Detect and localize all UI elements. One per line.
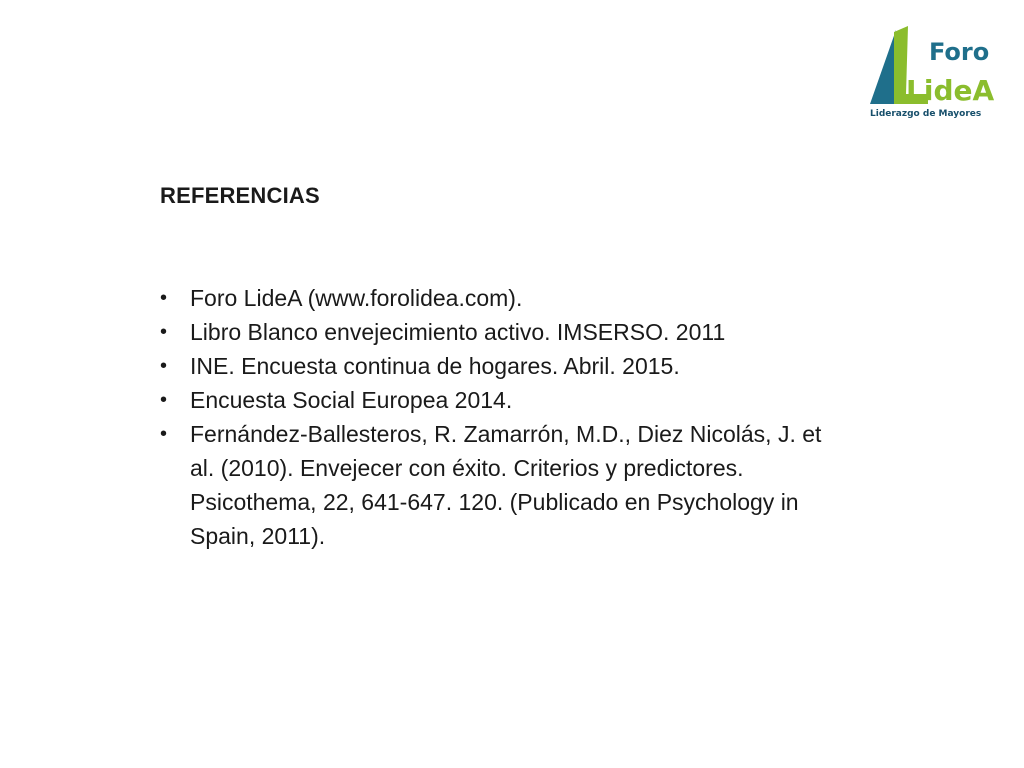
reference-text: INE. Encuesta continua de hogares. Abril. 2015. (190, 353, 680, 379)
slide-title: REFERENCIAS (160, 183, 320, 208)
references-list (160, 281, 850, 553)
reference-text: Foro LideA (www.forolidea.com). (190, 285, 523, 311)
foro-lidea-logo (866, 22, 995, 122)
reference-item (160, 315, 850, 349)
bullet-icon: • (160, 423, 168, 445)
logo-graphic (866, 22, 995, 122)
bullet-icon: • (160, 287, 168, 309)
logo-tagline: Liderazgo de Mayores (870, 109, 982, 119)
logo-word-top: Foro (929, 38, 990, 66)
reference-item (160, 349, 850, 383)
reference-item (160, 417, 850, 553)
reference-text: Encuesta Social Europea 2014. (190, 387, 513, 413)
reference-item (160, 383, 850, 417)
logo-sail-shape (870, 30, 896, 104)
bullet-icon: • (160, 389, 168, 411)
reference-text: Libro Blanco envejecimiento activo. IMSERSO. 2011 (190, 319, 726, 345)
bullet-icon: • (160, 355, 168, 377)
bullet-icon: • (160, 321, 168, 343)
logo-word-main: LideA (906, 74, 995, 107)
reference-text: Fernández-Ballesteros, R. Zamarrón, M.D., Diez Nicolás, J. et al. (2010). Envejecer con éxito. Criterios y predictores. Psicothema, 22, 641-647. 120. (Publicado en Psychology in Spain, 2011). (190, 421, 822, 549)
reference-item (160, 281, 850, 315)
